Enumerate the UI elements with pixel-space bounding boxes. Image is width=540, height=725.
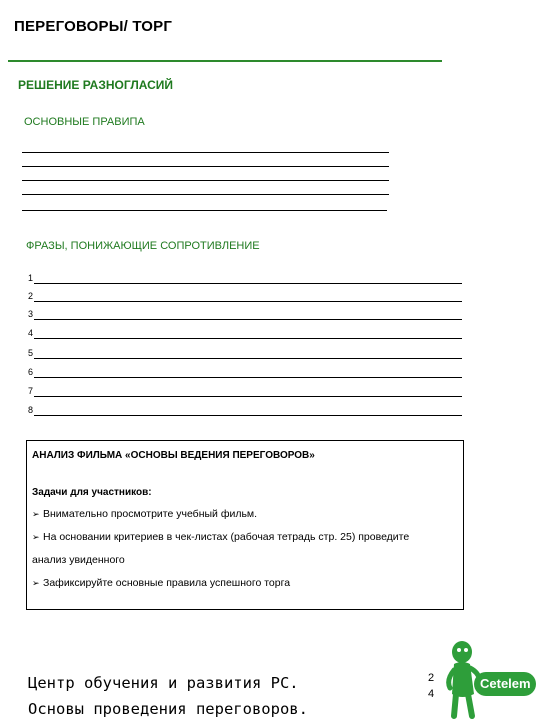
rules-line-4	[22, 194, 389, 195]
tasks-label: Задачи для участников:	[32, 487, 152, 498]
numbered-line	[28, 402, 462, 416]
line-number: 4	[28, 328, 34, 338]
line-number: 7	[28, 386, 34, 396]
film-box-title: АНАЛИЗ ФИЛЬМА «ОСНОВЫ ВЕДЕНИЯ ПЕРЕГОВОРОВ»	[32, 450, 315, 461]
numbered-line	[28, 325, 462, 339]
page-title: ПЕРЕГОВОРЫ/ ТОРГ	[14, 18, 173, 35]
task-item: ➢ Внимательно просмотрите учебный фильм.	[32, 504, 462, 526]
phrases-heading: ФРАЗЫ, ПОНИЖАЮЩИЕ СОПРОТИВЛЕНИЕ	[26, 240, 260, 252]
line-number: 2	[28, 291, 34, 301]
line-number: 6	[28, 367, 34, 377]
rules-line-3	[22, 180, 389, 181]
arrow-bullet-icon: ➢	[32, 533, 40, 543]
rules-heading: ОСНОВНЫЕ ПРАВИПА	[24, 116, 145, 128]
rules-line-5	[22, 210, 387, 211]
arrow-bullet-icon: ➢	[32, 579, 40, 589]
line-number: 1	[28, 273, 34, 283]
cetelem-logo	[444, 636, 540, 720]
rules-line-2	[22, 166, 389, 167]
footer-text	[28, 670, 308, 722]
task-item-continuation: анализ увиденного	[32, 554, 125, 566]
numbered-line	[28, 345, 462, 359]
logo-wordmark: Cetelem	[480, 676, 531, 691]
footer-line-2: Основы проведения переговоров.	[28, 700, 308, 718]
numbered-line	[28, 364, 462, 378]
arrow-bullet-icon: ➢	[32, 510, 40, 520]
title-divider	[8, 60, 442, 62]
numbered-line	[28, 383, 462, 397]
page-number: 2 4	[427, 672, 435, 700]
line-number: 5	[28, 348, 34, 358]
rules-line-1	[22, 152, 389, 153]
task-item: ➢ Зафиксируйте основные правила успешного торга	[32, 573, 462, 595]
numbered-line	[28, 288, 462, 302]
line-number: 8	[28, 405, 34, 415]
section-heading: РЕШЕНИЕ РАЗНОГЛАСИЙ	[18, 78, 174, 92]
task-item: ➢ На основании критериев в чек-листах (рабочая тетрадь стр. 25) проведите	[32, 527, 462, 549]
numbered-line	[28, 306, 462, 320]
line-number: 3	[28, 309, 34, 319]
footer-line-1: Центр обучения и развития РС.	[28, 674, 299, 692]
numbered-line	[28, 270, 462, 284]
